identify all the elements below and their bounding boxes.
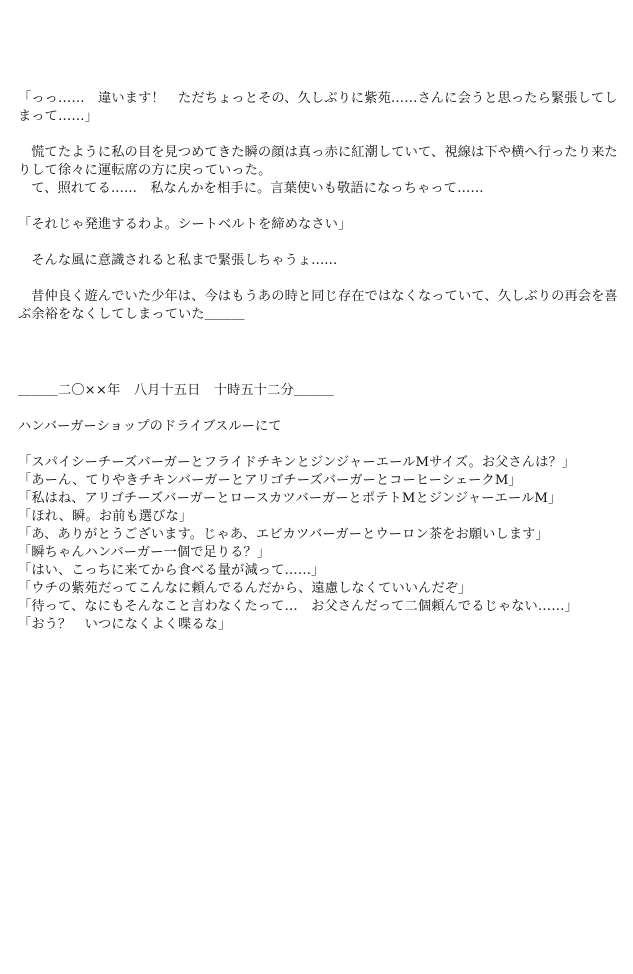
dialogue-line: 「あ、ありがとうございます。じゃあ、エビカツバーガーとウーロン茶をお願いします」 xyxy=(18,527,549,542)
dialogue-line: 「スパイシーチーズバーガーとフライドチキンとジンジャーエールMサイズ。お父さんは？」 xyxy=(18,455,576,470)
narration-paragraph: そんな風に意識されると私まで緊張しちゃうょ...... xyxy=(31,253,338,268)
dialogue-line: 「待って、なにもそんなこと言わなくたって… お父さんだって二個頼んでるじゃない……」 xyxy=(18,599,578,614)
dialogue-line: 「私はね、アリゴチーズバーガーとロースカツバーガーとポテトMとジンジャーエールM」 xyxy=(18,491,562,506)
narration-paragraph: 慌てたように私の目を見つめてきた瞬の顔は真っ赤に紅潮していて、視線は下や横へ行ったり来たりして徐々に運転席の方に戻っていった。 xyxy=(18,145,618,178)
dialogue-line: 「ウチの紫苑だってこんなに頼んでるんだから、遠慮しなくていいんだぞ」 xyxy=(18,581,472,596)
dialogue-line: 「おう？ いつになくよく喋るな」 xyxy=(18,617,232,632)
scene-location: ハンバーガーショップのドライブスルーにて xyxy=(18,419,282,434)
novel-page xyxy=(18,90,620,634)
dialogue-line: 「瞬ちゃんハンバーガー一個で足りる？」 xyxy=(18,545,271,560)
dialogue-line: 「はい、こっちに来てから食べる量が減って……」 xyxy=(18,563,325,578)
dialogue-line: 「ほれ、瞬。お前も選びな」 xyxy=(18,509,193,524)
dialogue-block xyxy=(18,454,620,634)
dialogue-paragraph: 「それじゃ発進するわよ。シートベルトを締めなさい」 xyxy=(18,217,352,232)
narration-paragraph: 昔仲良く遊んでいた少年は、今はもうあの時と同じ存在ではなくなっていて、久しぶりの再会を喜ぶ余裕をなくしてしまっていた＿＿＿ xyxy=(18,289,618,322)
dialogue-line: 「あーん、てりやきチキンバーガーとアリゴチーズバーガーとコーヒーシェークM」 xyxy=(18,473,522,488)
narration-paragraph: て、照れてる...... 私なんかを相手に。言葉使いも敬語になっちゃって…… xyxy=(31,181,484,196)
dialogue-paragraph: 「っっ…… 違います！ ただちょっとその、久しぶりに紫苑……さんに会うと思ったら緊張してしまって……」 xyxy=(18,91,618,124)
scene-timestamp: ＿＿＿二〇××年 八月十五日 十時五十二分＿＿＿ xyxy=(18,383,334,398)
